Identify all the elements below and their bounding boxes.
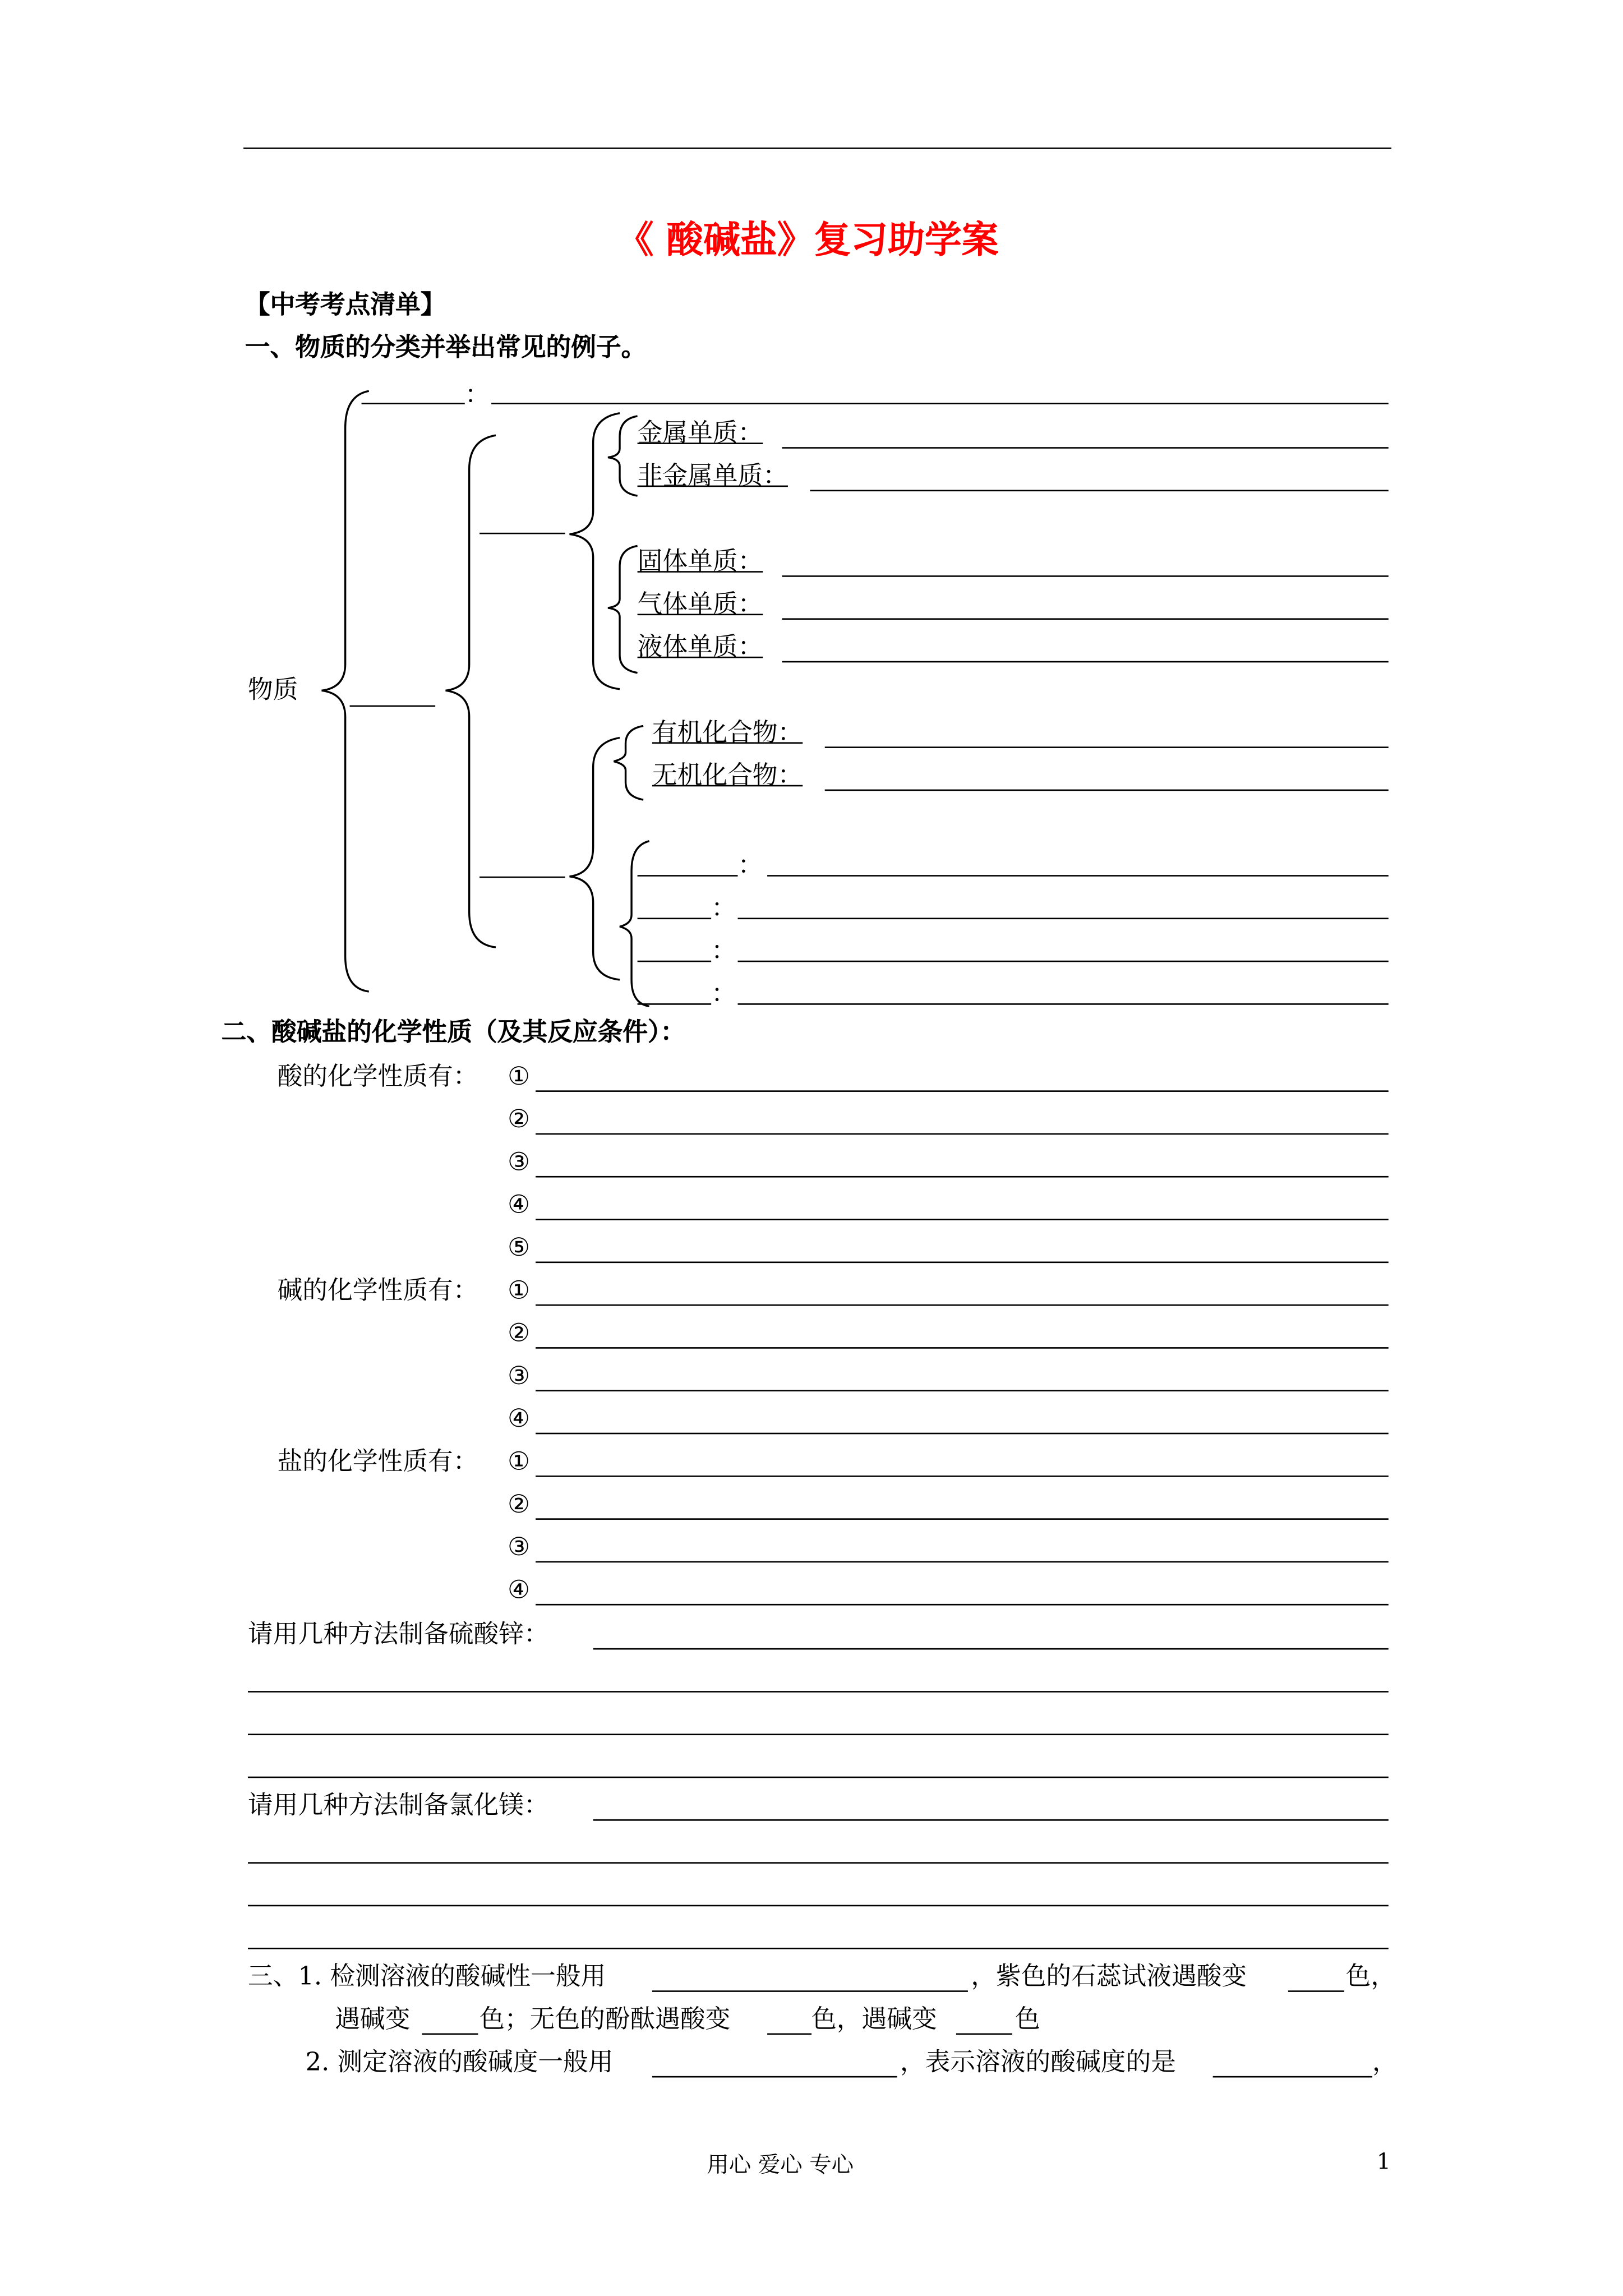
answer-line[interactable]	[248, 1691, 1389, 1693]
answer-line[interactable]	[248, 1777, 1389, 1778]
colon: ：	[464, 380, 490, 411]
label-liquid: 液体单质：	[637, 633, 763, 663]
item-number: ②	[508, 1105, 531, 1135]
blank-compound[interactable]	[479, 877, 565, 878]
property-group-label: 碱的化学性质有：	[277, 1276, 478, 1306]
blank-q2-method[interactable]	[652, 2076, 897, 2078]
item-number: ①	[508, 1062, 531, 1092]
item-number: ④	[508, 1191, 531, 1220]
classification-braces	[0, 0, 1623, 1033]
answer-line[interactable]	[738, 961, 1389, 962]
answer-line[interactable]	[536, 1433, 1389, 1435]
answer-line[interactable]	[248, 1948, 1389, 1949]
q2-text-a: 2. 测定溶液的酸碱度一般用	[305, 2048, 614, 2078]
answer-line[interactable]	[491, 403, 1389, 404]
answer-line[interactable]	[536, 1390, 1389, 1391]
answer-line[interactable]	[536, 1262, 1389, 1264]
property-group-label: 盐的化学性质有：	[277, 1447, 478, 1477]
answer-line[interactable]	[536, 1604, 1389, 1606]
item-number: ①	[508, 1447, 531, 1477]
label-gas: 气体单质：	[637, 590, 763, 620]
q1-text-c: 色，	[1345, 1962, 1396, 1992]
answer-line[interactable]	[593, 1648, 1389, 1650]
q1-text-f: 色，遇碱变	[811, 2005, 937, 2035]
answer-line[interactable]	[248, 1862, 1389, 1864]
section-header: 【中考考点清单】	[245, 291, 446, 320]
answer-line[interactable]	[536, 1561, 1389, 1563]
blank-phenol-acid[interactable]	[767, 2034, 811, 2035]
colon: ：	[711, 937, 736, 967]
answer-line[interactable]	[536, 1176, 1389, 1178]
item-number: ⑤	[508, 1233, 531, 1264]
q1-text-b: ，紫色的石蕊试液遇酸变	[971, 1962, 1247, 1992]
answer-line[interactable]	[782, 575, 1388, 577]
q2-text-b: ，表示溶液的酸碱度的是	[900, 2048, 1176, 2078]
magnesium-chloride-prompt: 请用几种方法制备氯化镁：	[248, 1791, 549, 1821]
answer-line[interactable]	[810, 490, 1388, 491]
colon: ：	[711, 894, 736, 924]
answer-line[interactable]	[536, 1304, 1389, 1306]
q1-text-g: 色	[1015, 2005, 1040, 2035]
label-inorganic: 无机化合物：	[652, 761, 803, 791]
answer-line[interactable]	[782, 661, 1388, 663]
label-nonmetal: 非金属单质：	[637, 462, 788, 492]
property-group-label: 酸的化学性质有：	[277, 1062, 478, 1092]
answer-line[interactable]	[767, 875, 1389, 877]
answer-line[interactable]	[738, 1003, 1389, 1005]
blank-compound-type[interactable]	[638, 961, 712, 962]
answer-line[interactable]	[248, 1733, 1389, 1735]
blank-litmus-acid[interactable]	[1288, 1990, 1344, 1992]
blank-q2-ph[interactable]	[1213, 2076, 1372, 2078]
blank-branch[interactable]	[350, 706, 436, 707]
answer-line[interactable]	[738, 918, 1389, 919]
answer-line[interactable]	[536, 1133, 1389, 1135]
blank-compound-type[interactable]	[638, 1003, 712, 1005]
answer-line[interactable]	[536, 1476, 1389, 1477]
answer-line[interactable]	[248, 1905, 1389, 1907]
label-metal: 金属单质：	[637, 419, 763, 449]
page-title: 《 酸碱盐》复习助学案	[616, 218, 999, 261]
answer-line[interactable]	[825, 746, 1389, 748]
answer-line[interactable]	[782, 447, 1388, 449]
blank-category[interactable]	[362, 403, 465, 404]
q1-text-e: 色；无色的酚酞遇酸变	[479, 2005, 731, 2035]
part1-heading: 一、物质的分类并举出常见的例子。	[245, 333, 647, 363]
blank-phenol-base[interactable]	[956, 2034, 1012, 2035]
q1-text-d: 遇碱变	[335, 2005, 411, 2035]
colon: ：	[711, 979, 736, 1009]
page-number: 1	[1376, 2148, 1391, 2175]
item-number: ③	[508, 1147, 531, 1178]
answer-line[interactable]	[782, 618, 1388, 620]
answer-line[interactable]	[536, 1518, 1389, 1520]
item-number: ②	[508, 1490, 531, 1520]
blank-q1-indicator[interactable]	[652, 1990, 968, 1992]
colon: ：	[737, 851, 763, 881]
answer-line[interactable]	[536, 1347, 1389, 1349]
blank-compound-type[interactable]	[638, 875, 738, 877]
footer-motto: 用心 爱心 专心	[707, 2151, 854, 2178]
q2-text-c: ，	[1372, 2048, 1398, 2078]
item-number: ④	[508, 1575, 531, 1606]
part2-heading: 二、酸碱盐的化学性质（及其反应条件）：	[221, 1018, 686, 1048]
item-number: ③	[508, 1533, 531, 1563]
q1-text-a: 三、1. 检测溶液的酸碱性一般用	[248, 1962, 606, 1992]
blank-litmus-base[interactable]	[422, 2034, 478, 2035]
root-matter-label: 物质	[248, 675, 298, 706]
label-solid: 固体单质：	[637, 547, 763, 577]
answer-line[interactable]	[536, 1219, 1389, 1220]
zinc-sulfate-prompt: 请用几种方法制备硫酸锌：	[248, 1620, 549, 1650]
item-number: ②	[508, 1319, 531, 1349]
blank-simple-substance[interactable]	[479, 533, 565, 534]
item-number: ①	[508, 1276, 531, 1306]
answer-line[interactable]	[536, 1090, 1389, 1092]
item-number: ④	[508, 1404, 531, 1435]
blank-compound-type[interactable]	[638, 918, 712, 919]
answer-line[interactable]	[593, 1819, 1389, 1821]
label-organic: 有机化合物：	[652, 718, 803, 748]
answer-line[interactable]	[825, 790, 1389, 791]
item-number: ③	[508, 1362, 531, 1392]
